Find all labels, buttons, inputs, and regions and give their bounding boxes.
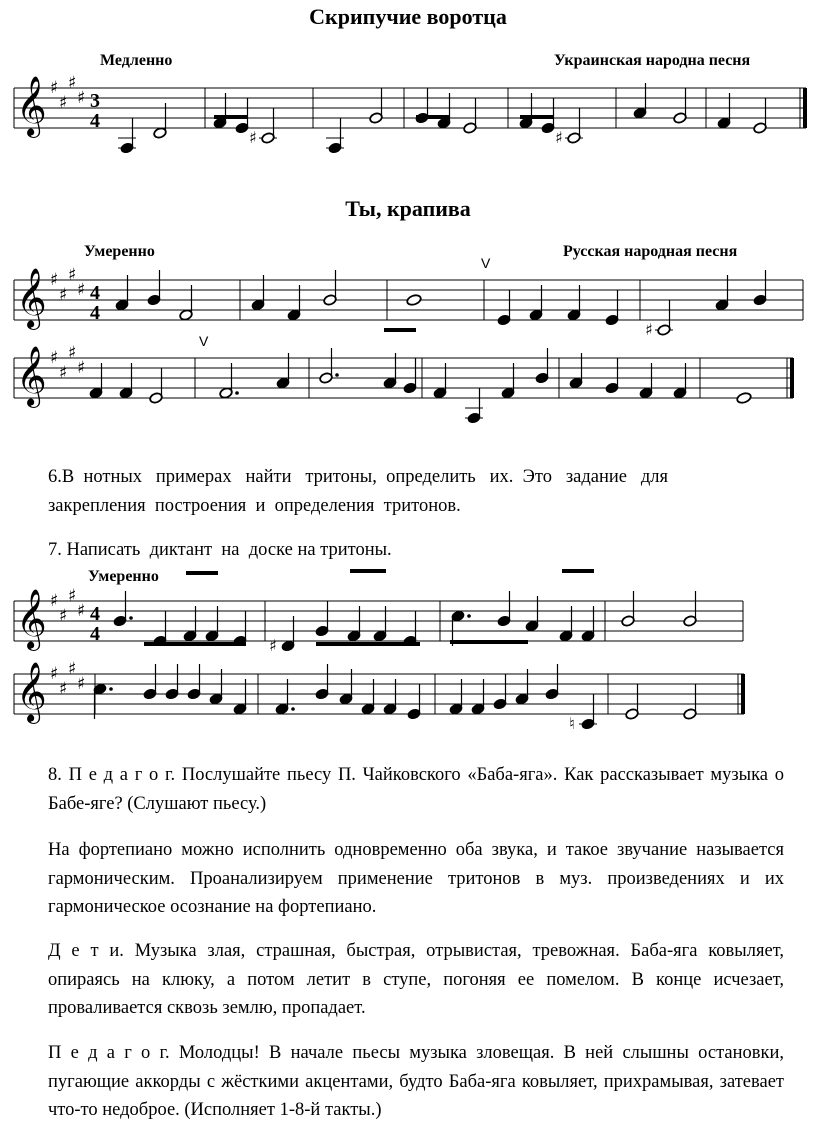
treble-clef-icon: 𝄞 [16, 76, 47, 136]
breath-mark-icon: V [199, 333, 209, 349]
note-head [406, 294, 422, 307]
treble-clef-icon: 𝄞 [16, 346, 47, 406]
sharp-icon: ♯ [645, 320, 653, 339]
sharp-icon: ♯ [77, 601, 86, 621]
beam [562, 569, 594, 573]
beam [384, 328, 416, 332]
note-head [736, 392, 752, 405]
sharp-icon: ♯ [77, 280, 86, 300]
time-signature-bottom: 4 [90, 623, 100, 645]
final-barline-thick [741, 674, 745, 714]
dot [467, 614, 471, 618]
beam [214, 115, 248, 119]
time-signature-top: 3 [90, 90, 100, 112]
sharp-icon: ♯ [59, 679, 68, 699]
song2-source: Русская народная песня [563, 243, 738, 260]
song2-staff-line1 [0, 255, 816, 339]
beam [350, 569, 386, 573]
task6-line1: 6.В нотных примерах найти тритоны, определить их. Это задание для [48, 467, 669, 487]
time-signature-top: 4 [90, 282, 100, 304]
dot [235, 391, 239, 395]
final-barline-thick [790, 358, 794, 398]
sharp-icon: ♯ [68, 343, 77, 363]
time-signature-bottom: 4 [90, 110, 100, 132]
sharp-icon: ♯ [555, 128, 563, 147]
breath-mark-icon: V [481, 255, 491, 271]
kids-text: Музыка злая, страшная, быстрая, отрывистая, тревожная. Баба-яга ковыляет, опираясь на клюку, а потом летит в ступе, погоняя ее помелом. В конце исчезает, проваливается сквозь землю, пропадает. [48, 941, 784, 1018]
beam [520, 115, 554, 119]
beam [144, 642, 246, 646]
sharp-icon: ♯ [59, 285, 68, 305]
task6-line2: закрепления построения и определения тритонов. [48, 495, 461, 516]
song2-staff-line2 [0, 330, 816, 420]
sharp-icon: ♯ [59, 93, 68, 113]
sharp-icon: ♯ [269, 636, 277, 655]
treble-clef-icon: 𝄞 [16, 589, 47, 649]
treble-clef-icon: 𝄞 [16, 662, 47, 722]
dot [291, 707, 295, 711]
beam [316, 642, 420, 646]
beam [186, 571, 218, 575]
sharp-icon: ♯ [68, 659, 77, 679]
dictation-tempo: Умеренно [88, 568, 159, 585]
song1-source: Украинская народна песня [554, 52, 751, 69]
song1-staff [0, 70, 816, 160]
kids-label: Д е т и. [48, 941, 124, 961]
piano-paragraph: На фортепиано можно исполнить одновременно оба звука, и такое звучание называется гармоническим. Проанализируем применение тритонов в муз. произведениях и их гармоническое осознание на фортепиано. [48, 840, 784, 917]
task7-text: 7. Написать диктант на доске на тритоны. [48, 540, 392, 560]
song2-title: Ты, крапива [345, 196, 471, 221]
teacher-label: П е д а г о г. [48, 1043, 170, 1063]
task8-label: 8. П е д а г о г. [48, 765, 176, 785]
task8-paragraph [48, 761, 784, 818]
dot [335, 373, 339, 377]
final-barline-thick [803, 88, 807, 128]
dot [109, 687, 113, 691]
sharp-icon: ♯ [77, 674, 86, 694]
sharp-icon: ♯ [77, 358, 86, 378]
sharp-icon: ♯ [50, 664, 59, 684]
teacher-text: Молодцы! В начале пьесы музыка зловещая. В ней слышны остановки, пугающие аккорды с жёсткими акцентами, будто Баба-яга ковыляет, прихрамывая, затевает что-то недоброе. (Исполняет 1-8-й такты.) [48, 1043, 784, 1120]
time-signature-bottom: 4 [90, 302, 100, 324]
dot [129, 616, 133, 620]
sharp-icon: ♯ [50, 78, 59, 98]
song1-tempo: Медленно [100, 52, 173, 69]
sharp-icon: ♯ [249, 128, 257, 147]
sharp-icon: ♯ [50, 591, 59, 611]
sharp-icon: ♯ [68, 586, 77, 606]
sharp-icon: ♯ [50, 348, 59, 368]
task6-text [48, 463, 784, 520]
sharp-icon: ♯ [59, 363, 68, 383]
sharp-icon: ♯ [50, 270, 59, 290]
sharp-icon: ♯ [68, 73, 77, 93]
song2-tempo: Умеренно [84, 243, 155, 260]
treble-clef-icon: 𝄞 [16, 268, 47, 328]
kids-paragraph [48, 937, 784, 1023]
teacher-paragraph [48, 1039, 784, 1125]
song1-title: Скрипучие воротца [309, 4, 507, 29]
sharp-icon: ♯ [68, 265, 77, 285]
dictation-staff-line2 [0, 652, 816, 732]
sharp-icon: ♯ [59, 606, 68, 626]
task8-text: Послушайте пьесу П. Чайковского «Баба-яга». Как рассказывает музыка о Бабе-яге? (Слушают пьесу.) [48, 765, 784, 814]
natural-icon: ♮ [569, 714, 575, 733]
sharp-icon: ♯ [77, 88, 86, 108]
time-signature-top: 4 [90, 603, 100, 625]
beam [450, 640, 528, 644]
beam [416, 115, 450, 119]
